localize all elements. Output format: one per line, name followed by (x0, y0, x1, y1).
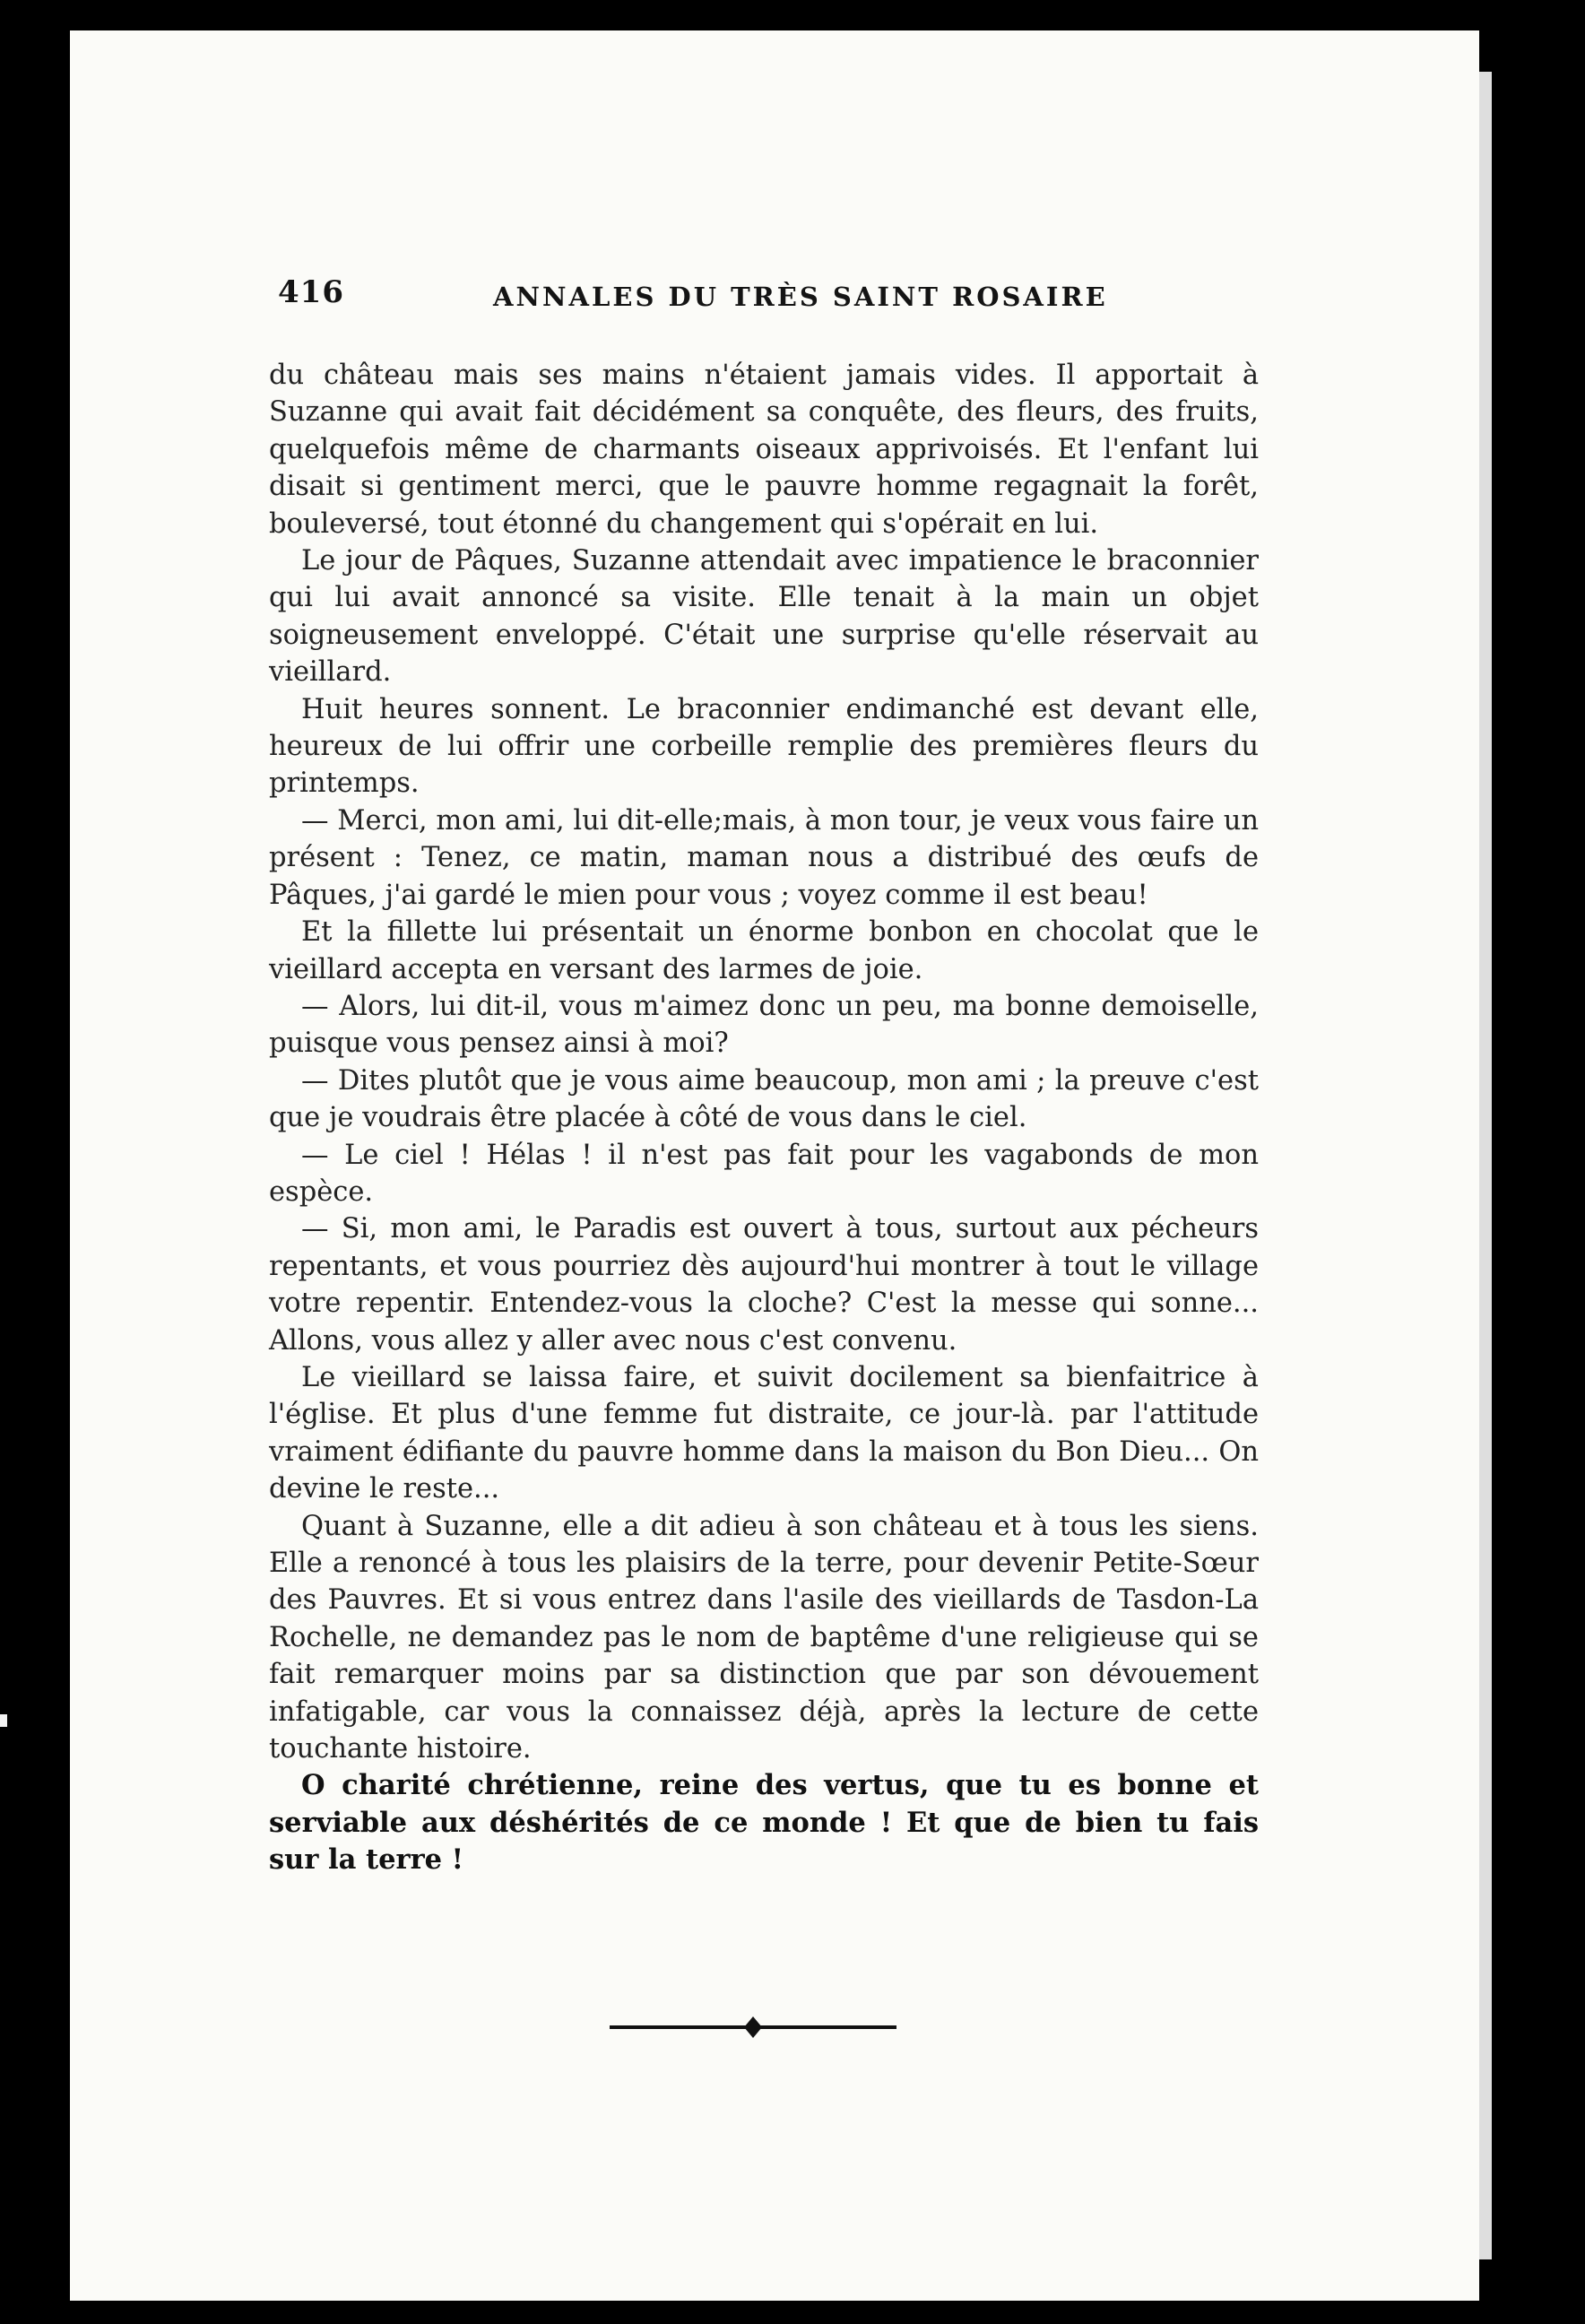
scan-mark (0, 1714, 7, 1727)
running-title: ANNALES DU TRÈS SAINT ROSAIRE (493, 282, 1108, 312)
page-number: 416 (278, 274, 344, 310)
paragraph: Quant à Suzanne, elle a dit adieu à son château et à tous les siens. Elle a renoncé à tous les plaisirs de la terre, pour devenir Petite-Sœur des Pauvres. Et si vous entrez dans l'asile des vieillards de Tasdon-La Rochelle, ne demandez pas le nom de baptême d'une religieuse qui se fait remarquer moins par sa distinction que par son dévouement infatigable, car vous la connaissez déjà, après la lecture de cette touchante histoire. (269, 1510, 1259, 1765)
page-edge-strip (1479, 72, 1492, 2259)
dialogue-paragraph: — Alors, lui dit-il, vous m'aimez donc un peu, ma bonne demoiselle, puisque vous pensez ainsi à moi? (269, 990, 1259, 1060)
closing-paragraph: O charité chrétienne, reine des vertus, que tu es bonne et serviable aux déshérités de ce monde ! Et que de bien tu fais sur la terre ! (269, 1769, 1259, 1877)
paragraph: Et la fillette lui présentait un énorme bonbon en chocolat que le vieillard accepta en versant des larmes de joie. (269, 916, 1259, 985)
paragraph: Huit heures sonnent. Le braconnier endimanché est devant elle, heureux de lui offrir une corbeille remplie des premières fleurs du printemps. (269, 693, 1259, 800)
dialogue-paragraph: — Merci, mon ami, lui dit-elle;mais, à mon tour, je veux vous faire un présent : Tenez, ce matin, maman nous a distribué des œufs de Pâques, j'ai gardé le mien pour vous ; voyez comme il est beau! (269, 804, 1259, 911)
dialogue-paragraph: — Le ciel ! Hélas ! il n'est pas fait pour les vagabonds de mon espèce. (269, 1139, 1259, 1208)
scan-border (1492, 72, 1585, 2324)
running-header (278, 274, 1264, 328)
paragraph: Le vieillard se laissa faire, et suivit docilement sa bienfaitrice à l'église. Et plus d'une femme fut distraite, ce jour-là. par l'attitude vraiment édifiante du pauvre homme dans la maison du Bon Dieu... On devine le reste... (269, 1361, 1259, 1505)
dialogue-paragraph: — Si, mon ami, le Paradis est ouvert à tous, surtout aux pécheurs repentants, et vous pourriez dès aujourd'hui montrer à tout le village votre repentir. Entendez-vous la cloche? C'est la messe qui sonne... Allons, vous allez y aller avec nous c'est convenu. (269, 1213, 1259, 1357)
article-body (269, 357, 1259, 1879)
diamond-rule-icon (610, 2014, 896, 2041)
paragraph: du château mais ses mains n'étaient jamais vides. Il apportait à Suzanne qui avait fait décidément sa conquête, des fleurs, des fruits, quelquefois même de charmants oiseaux apprivoisés. Et l'enfant lui disait si gentiment merci, que le pauvre homme regagnait la forêt, bouleversé, tout étonné du changement qui s'opérait en lui. (269, 360, 1259, 540)
paragraph: Le jour de Pâques, Suzanne attendait avec impatience le braconnier qui lui avait annoncé sa visite. Elle tenait à la main un objet soigneusement enveloppé. C'était une surprise qu'elle réservait au vieillard. (269, 545, 1259, 689)
dialogue-paragraph: — Dites plutôt que je vous aime beaucoup, mon ami ; la preuve c'est que je voudrais être placée à côté de vous dans le ciel. (269, 1064, 1259, 1134)
